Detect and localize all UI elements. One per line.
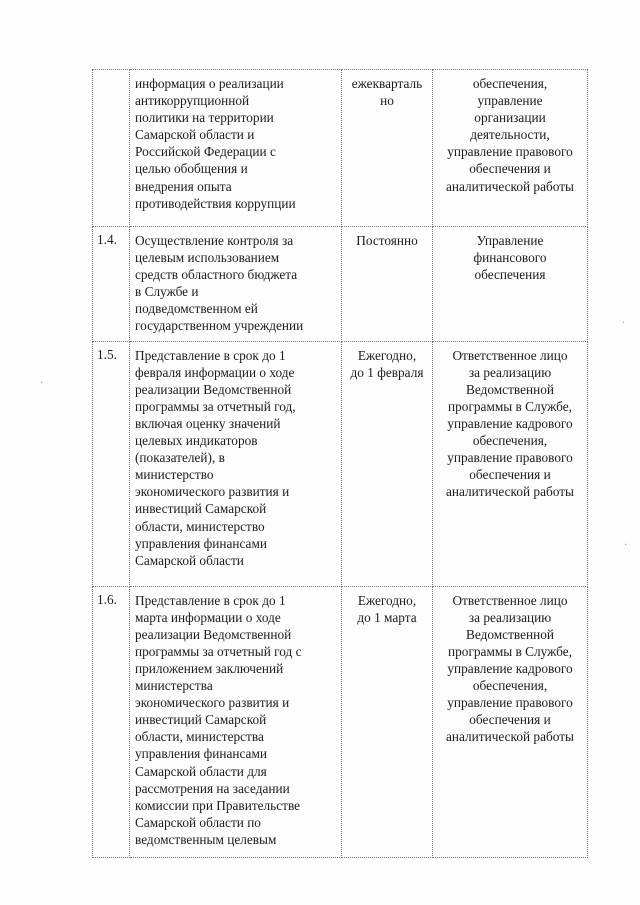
task-line: Представление в срок до 1 <box>135 347 286 363</box>
responsible-line: обеспечения и <box>469 161 551 177</box>
task-line: министерство <box>135 467 214 483</box>
task-line: целевых индикаторов <box>135 433 258 449</box>
term-line: Постоянно <box>356 233 418 248</box>
plan-table <box>92 69 588 858</box>
task-line: области, министерства <box>135 729 264 745</box>
responsible-line: обеспечения <box>474 267 546 283</box>
task-line: инвестиций Самарской <box>135 501 267 517</box>
responsible-line: программы в Службе, <box>448 398 572 414</box>
responsible-line: управление кадрового <box>447 415 573 431</box>
responsible-line: Ведомственной <box>466 381 554 397</box>
term-cell <box>342 227 433 342</box>
task-line: средств областного бюджета <box>135 267 298 283</box>
task-line: ведомственным целевым <box>135 831 277 847</box>
task-cell <box>130 586 342 857</box>
row-number: 1.4. <box>93 227 130 342</box>
term-line: Ежегодно, <box>357 347 417 363</box>
term-line: до 1 марта <box>357 609 417 625</box>
responsible-line: обеспечения, <box>472 433 548 449</box>
row-number: 1.5. <box>93 341 130 586</box>
responsible-cell <box>433 586 588 857</box>
task-line: февраля информации о ходе <box>135 364 295 380</box>
task-line: включая оценку значений <box>135 415 281 431</box>
term-line: ежекварталь <box>351 76 423 91</box>
task-line: Представление в срок до 1 <box>135 592 286 608</box>
responsible-line: организации <box>474 110 546 126</box>
task-line: подведомственном ей <box>135 301 258 317</box>
task-cell <box>130 227 342 342</box>
responsible-line: финансового <box>473 250 547 266</box>
task-line: антикоррупционной <box>135 93 250 109</box>
task-line: инвестиций Самарской <box>135 712 267 728</box>
responsible-line: программы в Службе, <box>448 643 572 659</box>
responsible-cell <box>433 70 588 227</box>
responsible-line: Ответственное лицо <box>452 592 568 608</box>
responsible-line: аналитической работы <box>446 484 574 500</box>
term-cell <box>342 70 433 227</box>
task-line: целью обобщения и <box>135 161 248 177</box>
task-cell <box>130 341 342 586</box>
responsible-line: деятельности, <box>470 127 550 143</box>
task-line: Самарской области по <box>135 814 261 830</box>
term-line: но <box>380 93 394 109</box>
task-line: реализации Ведомственной <box>135 626 292 642</box>
task-line: противодействия коррупции <box>135 195 296 211</box>
task-line: управления финансами <box>135 535 267 551</box>
responsible-line: обеспечения, <box>472 76 548 91</box>
task-line: Российской Федерации с <box>135 144 276 160</box>
responsible-cell <box>433 341 588 586</box>
task-line: информация о реализации <box>135 76 284 91</box>
task-line: области, министерство <box>135 518 265 534</box>
task-line: рассмотрения на заседании <box>135 780 290 796</box>
responsible-line: управление правового <box>447 695 573 711</box>
task-line: реализации Ведомственной <box>135 381 292 397</box>
scan-speck: · <box>624 540 628 551</box>
task-line: программы за отчетный год, <box>135 398 296 414</box>
scan-speck: · <box>622 318 626 329</box>
table-row <box>93 70 588 227</box>
responsible-line: управление <box>477 93 543 109</box>
task-line: внедрения опыта <box>135 178 232 194</box>
task-line: Самарской области <box>135 552 244 568</box>
responsible-line: обеспечения и <box>469 712 551 728</box>
term-line: Ежегодно, <box>357 592 417 608</box>
responsible-line: аналитической работы <box>446 178 574 194</box>
responsible-line: за реализацию <box>468 609 552 625</box>
responsible-line: Ведомственной <box>466 626 554 642</box>
responsible-line: управление кадрового <box>447 660 573 676</box>
task-line: комиссии при Правительстве <box>135 797 301 813</box>
task-line: программы за отчетный год с <box>135 643 302 659</box>
responsible-line: аналитической работы <box>446 729 574 745</box>
task-line: Самарской области и <box>135 127 255 143</box>
table-row <box>93 227 588 342</box>
responsible-line: управление правового <box>447 144 573 160</box>
task-line: целевым использованием <box>135 250 280 266</box>
scan-speck: · <box>40 378 44 389</box>
term-line: до 1 февраля <box>350 364 424 380</box>
task-line: Самарской области для <box>135 763 267 779</box>
term-cell <box>342 341 433 586</box>
task-line: приложением заключений <box>135 660 284 676</box>
task-line: управления финансами <box>135 746 267 762</box>
table-row <box>93 341 588 586</box>
responsible-line: обеспечения, <box>472 678 548 694</box>
responsible-line: за реализацию <box>468 364 552 380</box>
responsible-line: Ответственное лицо <box>452 347 568 363</box>
row-number <box>93 70 130 227</box>
task-line: государственном учреждении <box>135 318 304 334</box>
row-number: 1.6. <box>93 586 130 857</box>
term-cell <box>342 586 433 857</box>
task-line: в Службе и <box>135 284 199 300</box>
responsible-line: обеспечения и <box>469 467 551 483</box>
task-line: политики на территории <box>135 110 274 126</box>
task-line: экономического развития и <box>135 484 290 500</box>
task-line: экономического развития и <box>135 695 290 711</box>
responsible-cell <box>433 227 588 342</box>
task-line: министерства <box>135 678 213 694</box>
responsible-line: Управление <box>476 233 544 248</box>
responsible-line: управление правового <box>447 450 573 466</box>
task-cell <box>130 70 342 227</box>
table-row <box>93 586 588 857</box>
task-line: Осуществление контроля за <box>135 233 294 248</box>
task-line: (показателей), в <box>135 450 225 466</box>
task-line: марта информации о ходе <box>135 609 281 625</box>
